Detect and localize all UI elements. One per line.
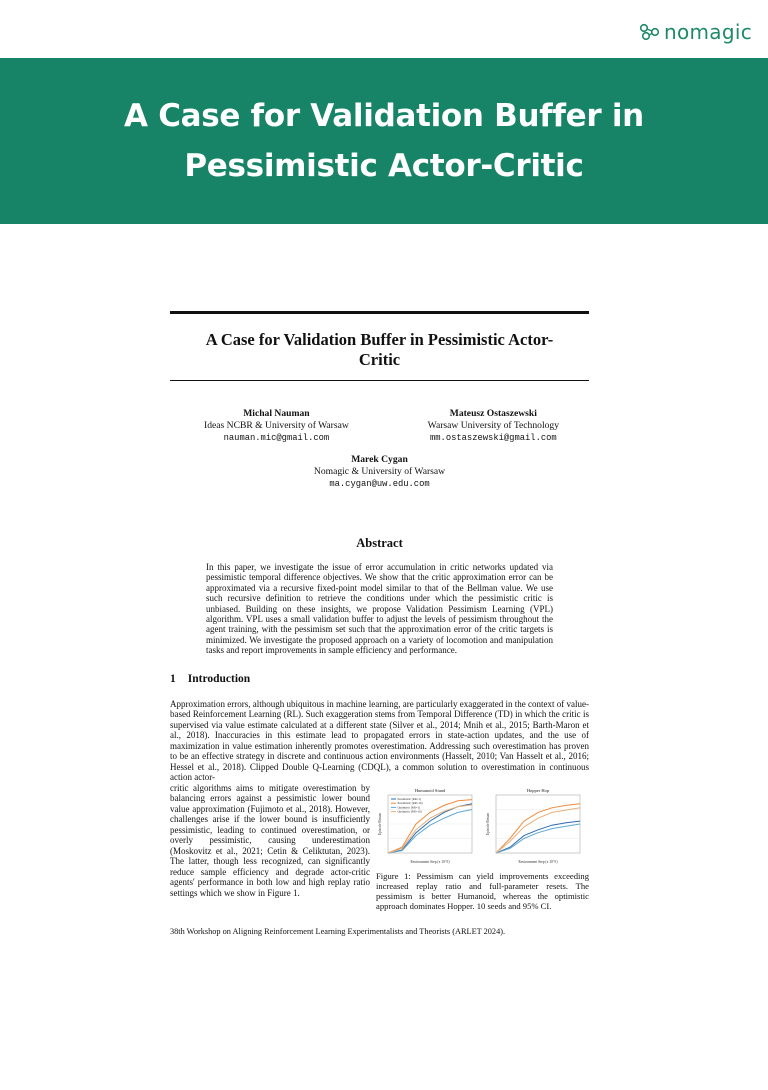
author-name: Michal Nauman xyxy=(243,408,310,419)
title-banner xyxy=(0,58,768,224)
title-top-rule xyxy=(170,311,589,314)
authors-row xyxy=(170,408,589,444)
title-bottom-rule xyxy=(170,380,589,381)
figure-caption: Figure 1: Pessimism can yield improvements exceeding increased replay ratio and full-parameter resets. The pessimism is better Humanoid, whereas the optimistic approach dominates Hopper. 10 seeds and 95% CI. xyxy=(376,870,589,911)
figure-1 xyxy=(376,783,589,911)
nomagic-logo xyxy=(639,20,752,44)
author-email: ma.cygan@uw.edu.com xyxy=(329,479,430,489)
plot-hopper-hop xyxy=(484,785,584,867)
author-affiliation: Nomagic & University of Warsaw xyxy=(313,466,446,477)
legend-label: Optimistic (RR=16) xyxy=(397,809,422,814)
paper-title: A Case for Validation Buffer in Pessimistic Actor-Critic xyxy=(205,330,554,369)
banner-title: A Case for Validation Buffer in Pessimistic Actor-Critic xyxy=(124,98,644,184)
nomagic-logo-icon xyxy=(639,22,661,42)
author-block xyxy=(170,454,589,490)
author-name: Mateusz Ostaszewski xyxy=(449,408,537,419)
legend-label: Optimistic (RR=1) xyxy=(397,805,421,810)
paper-preview xyxy=(170,311,589,936)
legend-label: Pessimistic (RR=16) xyxy=(397,800,423,805)
series-line xyxy=(496,803,580,852)
y-axis-label: Episode Return xyxy=(486,812,490,835)
intro-wrapped-text: critic algorithms aims to mitigate overestimation by balancing errors against a pessimistic lower bound value approximation (Fujimoto et al., 2018). However, challenges arise if the lower bound is insufficiently pessimistic, leading to continued overestimation, or overly pessimistic, causing underestimation (Moskovitz et al., 2021; Cetin & Celiktutan, 2023). The latter, though less recognized, can significantly reduce sample efficiency and degrade actor-critic agents' performance in both low and high replay ratio settings which we show in Figure 1. xyxy=(170,782,370,898)
plot-humanoid-stand xyxy=(376,785,476,867)
y-axis-label: Episode Return xyxy=(378,812,382,835)
panel-title: Humanoid Stand xyxy=(414,787,446,793)
section-number: 1 xyxy=(170,672,176,685)
panel-title: Hopper Hop xyxy=(526,787,550,793)
abstract-text: In this paper, we investigate the issue of error accumulation in critic networks updated via pessimistic temporal difference objectives. We show that the critic approximation error can be approximated via a recursive fixed-point model similar to that of the Bellman value. We use such recursive definition to retrieve the conditions under which the pessimistic critic is unbiased. Building on these insights, we propose Validation Pessimism Learning (VPL) algorithm. VPL uses a small validation buffer to adjust the levels of pessimism throughout the agent training, with the pessimism set such that the approximation error of the critic targets is minimized. We investigate the proposed approach on a variety of locomotion and manipulation tasks and report improvements in sample efficiency and performance. xyxy=(206,562,553,656)
intro-paragraph: Approximation errors, although ubiquitous in machine learning, are particularly exaggerated in the context of value-based Reinforcement Learning (RL). Such exaggeration stems from Temporal Difference (TD) in which the critic is supervised via value estimate calculated at a different state (Silver et al., 2014; Mnih et al., 2015; Barth-Maron et al., 2018). Inaccuracies in this estimate lead to propagated errors in state-action updates, and the use of maximization in value estimation inherently promotes overestimation. Addressing such overestimation has proven to be an effective strategy in discrete and continuous action environments (Hasselt, 2010; Van Hasselt et al., 2016; Hessel et al., 2018). Clipped Double Q-Learning (CDQL), a common solution to overestimation in continuous action actor- xyxy=(170,698,589,783)
abstract-heading: Abstract xyxy=(356,536,403,550)
author-email: nauman.mic@gmail.com xyxy=(223,433,330,443)
logo-text: nomagic xyxy=(664,20,752,44)
legend-label: Pessimistic (RR=1) xyxy=(397,796,421,801)
author-block xyxy=(204,408,349,444)
series-line xyxy=(388,809,472,853)
intro-figure-area xyxy=(170,783,589,911)
workshop-footnote: 38th Workshop on Aligning Reinforcement Learning Experimentalists and Theorists (ARLET 2024). xyxy=(170,926,506,936)
section-title: Introduction xyxy=(187,672,251,685)
x-axis-label: Environment Step (x 10^5) xyxy=(410,859,450,864)
series-line xyxy=(496,807,580,852)
x-axis-label: Environment Step (x 10^5) xyxy=(518,859,558,864)
author-email: mm.ostaszewski@gmail.com xyxy=(429,433,557,443)
author-name: Marek Cygan xyxy=(351,454,408,465)
section-heading xyxy=(170,673,589,685)
author-affiliation: Warsaw University of Technology xyxy=(427,420,559,431)
author-block xyxy=(428,408,559,444)
figure-plots xyxy=(376,785,589,867)
author-affiliation: Ideas NCBR & University of Warsaw xyxy=(204,420,349,431)
